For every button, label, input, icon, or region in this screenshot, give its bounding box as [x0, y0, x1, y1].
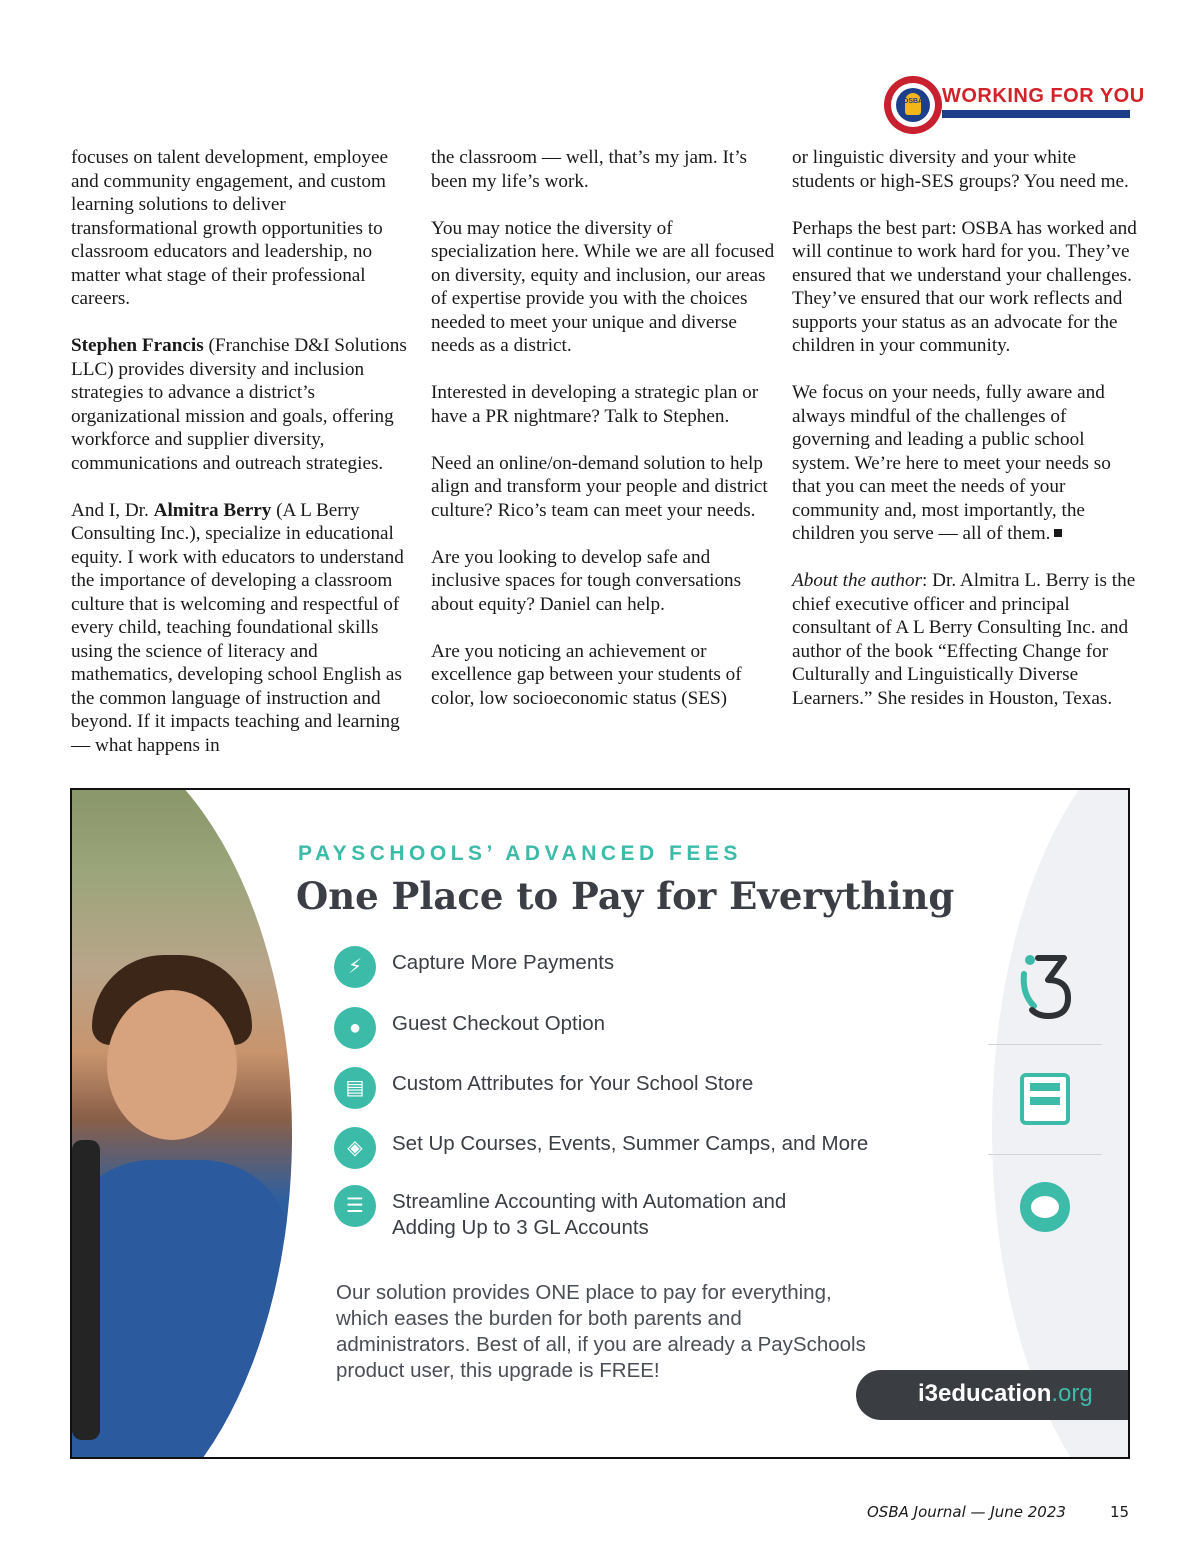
person-name: Stephen Francis: [71, 335, 204, 356]
feature-label: Set Up Courses, Events, Summer Camps, and More: [392, 1132, 869, 1155]
feature-item: [334, 1007, 954, 1051]
article-column-1: [71, 146, 416, 781]
ad-kicker: PAYSCHOOLS’ ADVANCED FEES: [298, 842, 742, 865]
paragraph: Stephen Francis (Franchise D&I Solutions LLC) provides diversity and inclusion strategies to advance a district’s organizational mission and goals, offering workforce and supplier diversity, communications and outreach strategies.: [71, 335, 407, 474]
paragraph: Perhaps the best part: OSBA has worked and will continue to work hard for you. They’ve ensured that we understand your challenges. They’ve ensured that our work reflects and supports your status as an advocate for the children in your community.: [792, 217, 1137, 356]
paragraph: focuses on talent development, employee and community engagement, and custom learning solutions to deliver transformational growth opportunities to classroom educators and leadership, no matter what stage of their professional careers.: [71, 147, 389, 309]
title-underline: [942, 110, 1130, 118]
end-mark-icon: [1054, 529, 1062, 537]
football-icon: ◈: [334, 1127, 376, 1169]
payschools-logo: [1020, 1073, 1070, 1125]
piggy-bank-logo: [1020, 1182, 1070, 1232]
ad-headline: One Place to Pay for Everything: [296, 874, 955, 918]
ad-description: Our solution provides ONE place to pay for everything, which eases the burden for both parents and administrators. Best of all, if you are already a PaySchools product user, this upgrade is FREE!: [336, 1281, 866, 1382]
author-bio: About the author: Dr. Almitra L. Berry is the chief executive officer and principal consultant of A L Berry Consulting Inc. and author of the book “Effecting Change for Culturally and Linguistically Diverse Learners.” She resides in Houston, Texas.: [792, 570, 1136, 709]
paragraph: Interested in developing a strategic plan or have a PR nightmare? Talk to Stephen.: [431, 382, 759, 427]
lightning-icon: ⚡: [334, 946, 376, 988]
article-column-2: [431, 146, 776, 734]
osba-seal-logo: [884, 76, 942, 134]
feature-item: [334, 1067, 954, 1111]
logo-divider: [988, 1154, 1102, 1155]
person-icon: ●: [334, 1007, 376, 1049]
feature-item: [334, 1127, 954, 1171]
paragraph: You may notice the diversity of specialization here. While we are all focused on diversity, equity and inclusion, our areas of expertise provide you with the choices needed to meet your unique and diverse needs as a district.: [431, 217, 775, 356]
paragraph: Need an online/on-demand solution to help align and transform your people and district culture? Rico’s team can meet your needs.: [431, 452, 768, 521]
feature-label: Guest Checkout Option: [392, 1012, 606, 1035]
author-label: About the author: [792, 570, 923, 591]
i3-logo: [1020, 950, 1074, 1022]
section-title: WORKING FOR YOU: [942, 85, 1145, 107]
child-photo: [70, 788, 292, 1459]
feature-item: [334, 946, 954, 990]
section-header: [884, 72, 1145, 132]
person-name: Almitra Berry: [153, 499, 272, 521]
paragraph: And I, Dr. Almitra Berry (A L Berry Consulting Inc.), specialize in educational equity. I work with educators to understand the importance of developing a classroom culture that is welcoming and respectful of every child, teaching foundational skills using the science of literacy and mathematics, developing school English as the common language of instruction and beyond. If it impacts teaching and learning — what happens in: [71, 499, 404, 756]
seal-text: OSBA: [902, 98, 924, 105]
feature-label: Streamline Accounting with Automation and Adding Up to 3 GL Accounts: [392, 1190, 787, 1239]
website-link[interactable]: [856, 1370, 1130, 1420]
paragraph: or linguistic diversity and your white students or high-SES groups? You need me.: [792, 147, 1129, 192]
payschools-advertisement[interactable]: [70, 788, 1130, 1459]
paragraph: Are you looking to develop safe and inclusive spaces for tough conversations about equity? Daniel can help.: [431, 546, 742, 615]
paragraph: We focus on your needs, fully aware and always mindful of the challenges of governing and leading a public school system. We’re here to meet your needs so that you can meet the needs of your community and, most importantly, the children you serve — all of them.: [792, 382, 1111, 544]
store-icon: ▤: [334, 1067, 376, 1109]
paragraph: the classroom — well, that’s my jam. It’s been my life’s work.: [431, 147, 748, 192]
feature-label: Custom Attributes for Your School Store: [392, 1072, 754, 1095]
logo-divider: [988, 1044, 1102, 1045]
page-number: 15: [1110, 1503, 1130, 1521]
feature-item: [334, 1185, 954, 1245]
website-url[interactable]: i3education.org: [918, 1380, 1093, 1407]
receipt-icon: ☰: [334, 1185, 376, 1227]
feature-label: Capture More Payments: [392, 951, 615, 974]
paragraph: Are you noticing an achievement or excellence gap between your students of color, low socioeconomic status (SES): [431, 640, 742, 709]
journal-footer: OSBA Journal — June 2023: [867, 1503, 1066, 1521]
article-column-3: [792, 146, 1137, 734]
